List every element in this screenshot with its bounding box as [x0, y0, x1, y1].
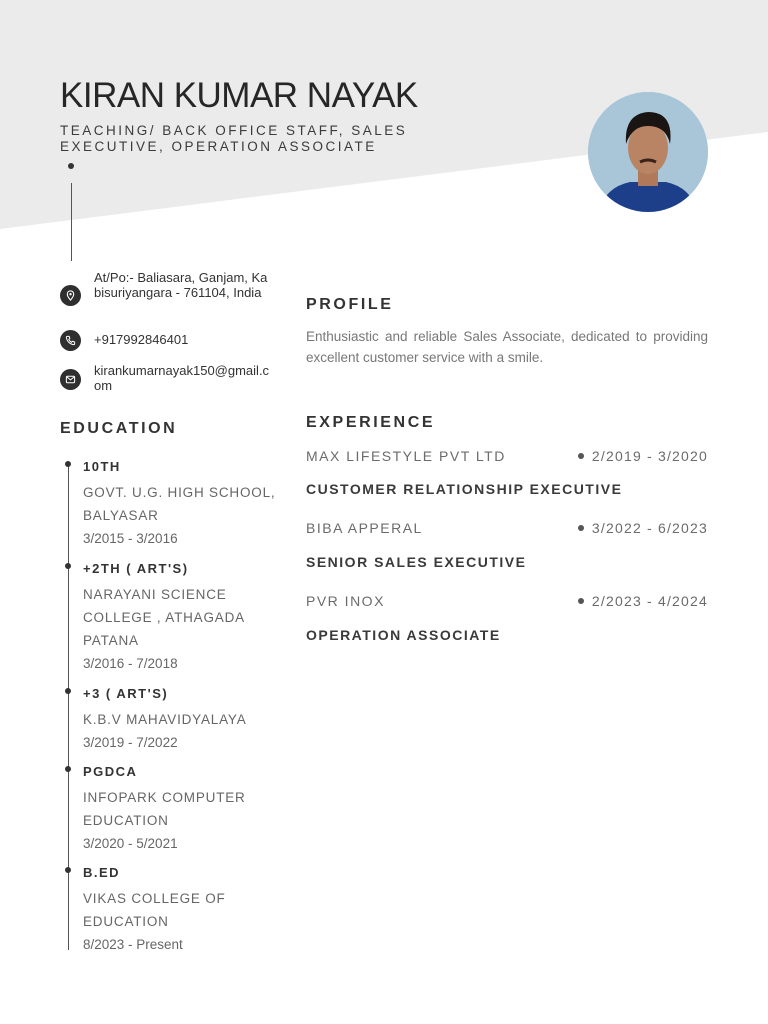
experience-dates-wrap [578, 448, 708, 464]
experience-item [306, 593, 708, 609]
phone-text[interactable]: +917992846401 [94, 332, 189, 347]
experience-dates: 2/2023 - 4/2024 [591, 593, 708, 609]
education-heading: EDUCATION [60, 420, 178, 437]
experience-dates: 3/2022 - 6/2023 [591, 520, 708, 536]
education-dates: 8/2023 - Present [83, 937, 183, 952]
experience-dates-wrap [578, 593, 708, 609]
candidate-name: KIRAN KUMAR NAYAK [60, 76, 418, 115]
address-text: At/Po:- Baliasara, Ganjam, Kabisuriyangara - 761104, India [94, 270, 268, 300]
contact-address [60, 270, 274, 306]
education-dates: 3/2016 - 7/2018 [83, 656, 178, 671]
profile-photo [588, 92, 708, 212]
education-item [83, 685, 283, 754]
timeline-dot [65, 867, 71, 873]
education-item [83, 864, 283, 956]
timeline-line [71, 183, 72, 261]
education-school: NARAYANI SCIENCE COLLEGE , ATHAGADA PATANA [83, 587, 245, 648]
timeline-dot [65, 461, 71, 467]
bullet-dot [578, 453, 584, 459]
timeline-dot [65, 563, 71, 569]
mail-icon [60, 369, 81, 390]
experience-company: BIBA APPERAL [306, 520, 423, 536]
education-school: VIKAS COLLEGE OF EDUCATION [83, 891, 226, 929]
job-title: TEACHING/ BACK OFFICE STAFF, SALES EXECUTIVE, OPERATION ASSOCIATE [60, 123, 408, 154]
experience-item [306, 448, 708, 464]
education-degree: PGDCA [83, 764, 138, 779]
timeline-dot [65, 688, 71, 694]
bullet-dot [578, 525, 584, 531]
education-dates: 3/2015 - 3/2016 [83, 531, 178, 546]
email-text[interactable]: kirankumarnayak150@gmail.com [94, 363, 270, 393]
experience-dates-wrap [578, 520, 708, 536]
experience-role: SENIOR SALES EXECUTIVE [306, 554, 527, 570]
location-pin-icon [60, 285, 81, 306]
experience-item [306, 520, 708, 536]
experience-company: MAX LIFESTYLE PVT LTD [306, 448, 506, 464]
education-dates: 3/2019 - 7/2022 [83, 735, 178, 750]
experience-role: OPERATION ASSOCIATE [306, 627, 501, 643]
profile-text: Enthusiastic and reliable Sales Associate, dedicated to providing excellent customer service with a smile. [306, 329, 708, 365]
education-degree: +2TH ( ART'S) [83, 561, 189, 576]
experience-company: PVR INOX [306, 593, 385, 609]
timeline-dot [68, 163, 74, 169]
experience-role: CUSTOMER RELATIONSHIP EXECUTIVE [306, 481, 623, 497]
education-school: K.B.V MAHAVIDYALAYA [83, 712, 247, 727]
education-school: INFOPARK COMPUTER EDUCATION [83, 790, 246, 828]
profile-heading: PROFILE [306, 296, 394, 313]
education-degree: B.ED [83, 865, 121, 880]
experience-dates: 2/2019 - 3/2020 [591, 448, 708, 464]
phone-icon [60, 330, 81, 351]
education-degree: 10TH [83, 459, 121, 474]
education-degree: +3 ( ART'S) [83, 686, 169, 701]
education-school: GOVT. U.G. HIGH SCHOOL, BALYASAR [83, 485, 276, 523]
bullet-dot [578, 598, 584, 604]
education-item [83, 458, 283, 550]
timeline-dot [65, 766, 71, 772]
education-timeline-line [68, 466, 69, 950]
experience-heading: EXPERIENCE [306, 414, 436, 431]
education-item [83, 763, 283, 855]
education-dates: 3/2020 - 5/2021 [83, 836, 178, 851]
contact-email [60, 363, 274, 393]
contact-phone [60, 330, 274, 351]
education-item [83, 560, 283, 675]
